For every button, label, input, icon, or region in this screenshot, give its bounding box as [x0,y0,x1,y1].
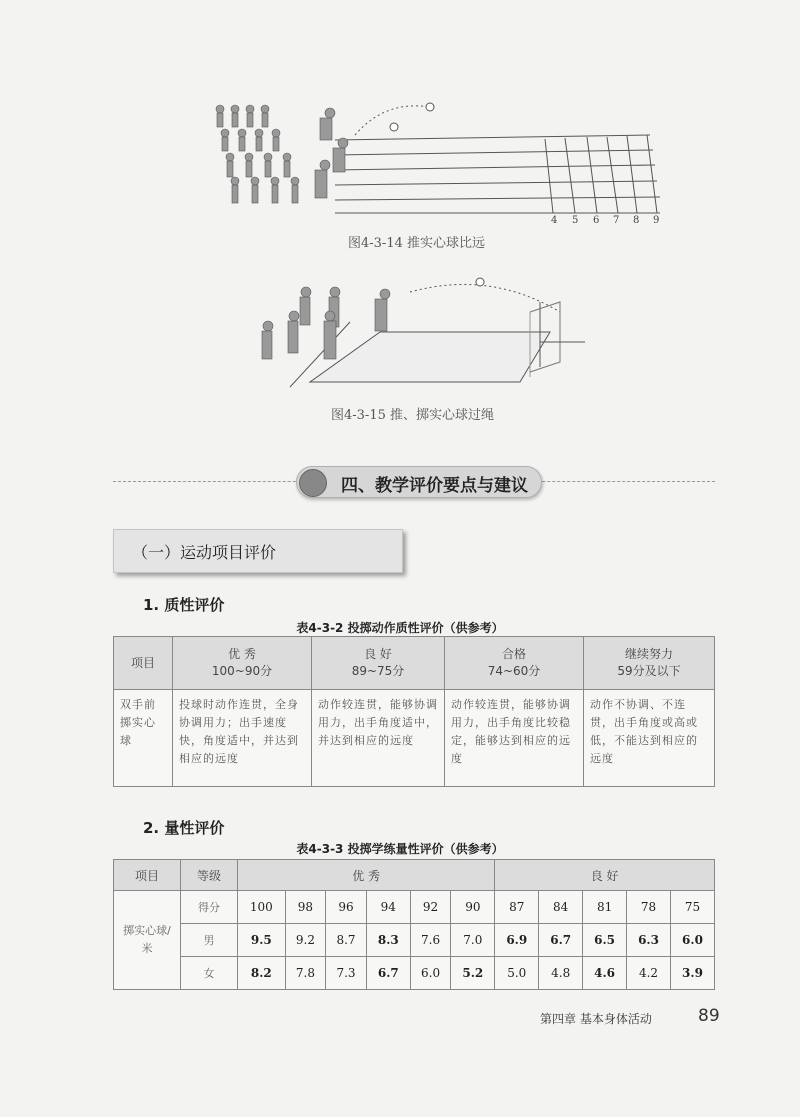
header-range: 100~90分 [211,664,273,678]
table-cell: 7.0 [451,924,495,957]
table-cell: 8.2 [238,957,286,990]
table-cell: 96 [326,891,367,924]
table-cell: 6.0 [410,957,451,990]
table-row [114,690,715,787]
header-item: 项目 [114,860,181,891]
table-cell: 3.9 [670,957,714,990]
figure-put-medicine-ball-distance [205,95,675,225]
table-cell: 75 [670,891,714,924]
quality-table-caption: 表4-3-2 投掷动作质性评价（供参考） [296,621,504,635]
lane-number: 9 [653,215,660,225]
quantity-table [113,859,715,990]
table-cell: 4.2 [627,957,671,990]
table-cell: 8.3 [366,924,410,957]
lane-number: 6 [593,215,600,225]
table-cell: 7.8 [285,957,326,990]
table-cell: 6.7 [366,957,410,990]
section-badge-icon [299,469,327,497]
table-cell: 7.6 [410,924,451,957]
subsection-title: （一）运动项目评价 [132,543,277,562]
table-cell: 7.3 [326,957,367,990]
header-item [114,637,173,690]
table-cell: 9.2 [285,924,326,957]
table-row [114,924,715,957]
table-cell: 4.8 [539,957,583,990]
lane-number: 7 [613,215,620,225]
header-excellent [173,637,312,690]
header-label: 优 秀 [228,647,256,661]
header-range: 74~60分 [487,664,541,678]
page-number: 89 [698,1006,720,1026]
criteria-improve: 动作不协调、不连贯，出手角度或高或低，不能达到相应的远度 [584,690,715,787]
table-cell: 8.7 [326,924,367,957]
header-range: 89~75分 [351,664,405,678]
header-improve [584,637,715,690]
header-grade: 等级 [181,860,238,891]
table-cell: 5.2 [451,957,495,990]
table-cell: 6.5 [583,924,627,957]
header-label: 合格 [501,647,526,661]
table-cell: 94 [366,891,410,924]
header-range: 59分及以下 [617,664,681,678]
table-cell: 78 [627,891,671,924]
header-label: 良 好 [364,647,392,661]
subsection-heading [113,529,403,573]
figure-throw-over-rope [250,272,585,402]
figure-caption: 图4-3-15 推、掷实心球过绳 [331,408,495,423]
lane-number: 5 [572,215,579,225]
table-cell: 81 [583,891,627,924]
table-cell: 6.9 [495,924,539,957]
row-label: 得分 [181,891,238,924]
criteria-excellent: 投球时动作连贯，全身协调用力；出手速度快，角度适中，并达到相应的远度 [173,690,312,787]
table-cell: 98 [285,891,326,924]
table-cell: 6.7 [539,924,583,957]
figure-caption: 图4-3-14 推实心球比远 [348,236,486,251]
row-item: 掷实心球/米 [114,891,181,990]
row-label: 男 [181,924,238,957]
header-excellent: 优 秀 [238,860,495,891]
chapter-footer: 第四章 基本身体活动 [540,1012,652,1026]
section-title: 四、教学评价要点与建议 [341,476,528,496]
header-label: 项目 [130,655,155,670]
criteria-pass: 动作较连贯，能够协调用力，出手角度比较稳定，能够达到相应的远度 [445,690,584,787]
quality-table [113,636,715,787]
table-cell: 4.6 [583,957,627,990]
quantity-table-caption: 表4-3-3 投掷学练量性评价（供参考） [296,842,504,856]
header-good: 良 好 [495,860,715,891]
table-header-row [114,637,715,690]
lane-numbers [551,215,659,225]
table-row [114,891,715,924]
table-cell: 87 [495,891,539,924]
table-header-row [114,860,715,891]
header-label: 继续努力 [624,647,673,661]
table-cell: 9.5 [238,924,286,957]
lane-number: 8 [633,215,640,225]
criteria-good: 动作较连贯，能够协调用力，出手角度适中，并达到相应的远度 [312,690,445,787]
quantity-heading: 2. 量性评价 [143,819,225,837]
table-cell: 84 [539,891,583,924]
table-cell: 90 [451,891,495,924]
header-good [312,637,445,690]
quality-heading: 1. 质性评价 [143,596,225,614]
table-cell: 5.0 [495,957,539,990]
row-item: 双手前掷实心球 [114,690,173,787]
row-label: 女 [181,957,238,990]
table-cell: 92 [410,891,451,924]
header-pass [445,637,584,690]
table-row [114,957,715,990]
table-cell: 100 [238,891,286,924]
section-heading [296,466,542,498]
table-cell: 6.3 [627,924,671,957]
lane-number: 4 [551,215,558,225]
table-cell: 6.0 [670,924,714,957]
